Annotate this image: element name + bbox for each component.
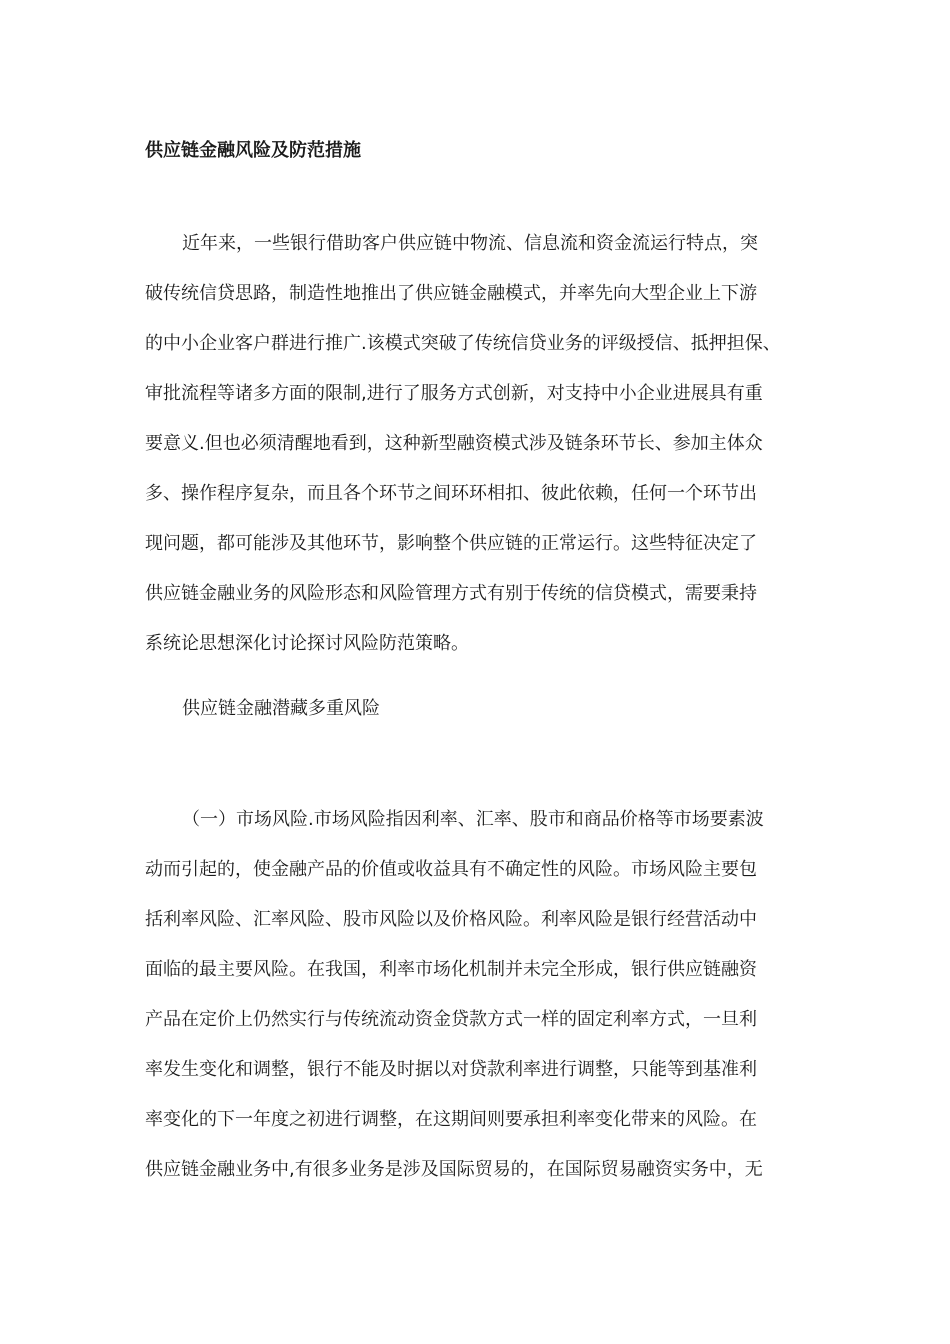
paragraph-line: 供应链金融业务的风险形态和风险管理方式有别于传统的信贷模式，需要秉持	[145, 583, 757, 604]
paragraph-line: 近年来，一些银行借助客户供应链中物流、信息流和资金流运行特点，突	[182, 233, 758, 254]
document-title: 供应链金融风险及防范措施	[145, 140, 361, 161]
paragraph-line: 审批流程等诸多方面的限制,进行了服务方式创新，对支持中小企业进展具有重	[145, 383, 763, 404]
paragraph-line: 要意义.但也必须清醒地看到，这种新型融资模式涉及链条环节长、参加主体众	[145, 433, 763, 454]
paragraph-line: 破传统信贷思路，制造性地推出了供应链金融模式，并率先向大型企业上下游	[145, 283, 757, 304]
paragraph-line: 的中小企业客户群进行推广.该模式突破了传统信贷业务的评级授信、抵押担保、	[145, 333, 781, 354]
paragraph-line: 动而引起的，使金融产品的价值或收益具有不确定性的风险。市场风险主要包	[145, 859, 757, 880]
paragraph-line: 产品在定价上仍然实行与传统流动资金贷款方式一样的固定利率方式，一旦利	[145, 1009, 757, 1030]
paragraph-line: 率发生变化和调整，银行不能及时据以对贷款利率进行调整，只能等到基准利	[145, 1059, 757, 1080]
paragraph-line: （一）市场风险.市场风险指因利率、汇率、股市和商品价格等市场要素波	[182, 809, 764, 830]
paragraph-line: 现问题，都可能涉及其他环节，影响整个供应链的正常运行。这些特征决定了	[145, 533, 757, 554]
market-risk-paragraph	[145, 795, 764, 1195]
section-heading: 供应链金融潜藏多重风险	[182, 698, 380, 719]
paragraph-line: 括利率风险、汇率风险、股市风险以及价格风险。利率风险是银行经营活动中	[145, 909, 757, 930]
paragraph-line: 供应链金融业务中,有很多业务是涉及国际贸易的，在国际贸易融资实务中，无	[145, 1159, 763, 1180]
paragraph-line: 面临的最主要风险。在我国，利率市场化机制并未完全形成，银行供应链融资	[145, 959, 757, 980]
paragraph-line: 系统论思想深化讨论探讨风险防范策略。	[145, 633, 469, 654]
intro-paragraph	[145, 219, 781, 669]
paragraph-line: 多、操作程序复杂，而且各个环节之间环环相扣、彼此依赖，任何一个环节出	[145, 483, 757, 504]
paragraph-line: 率变化的下一年度之初进行调整，在这期间则要承担利率变化带来的风险。在	[145, 1109, 757, 1130]
